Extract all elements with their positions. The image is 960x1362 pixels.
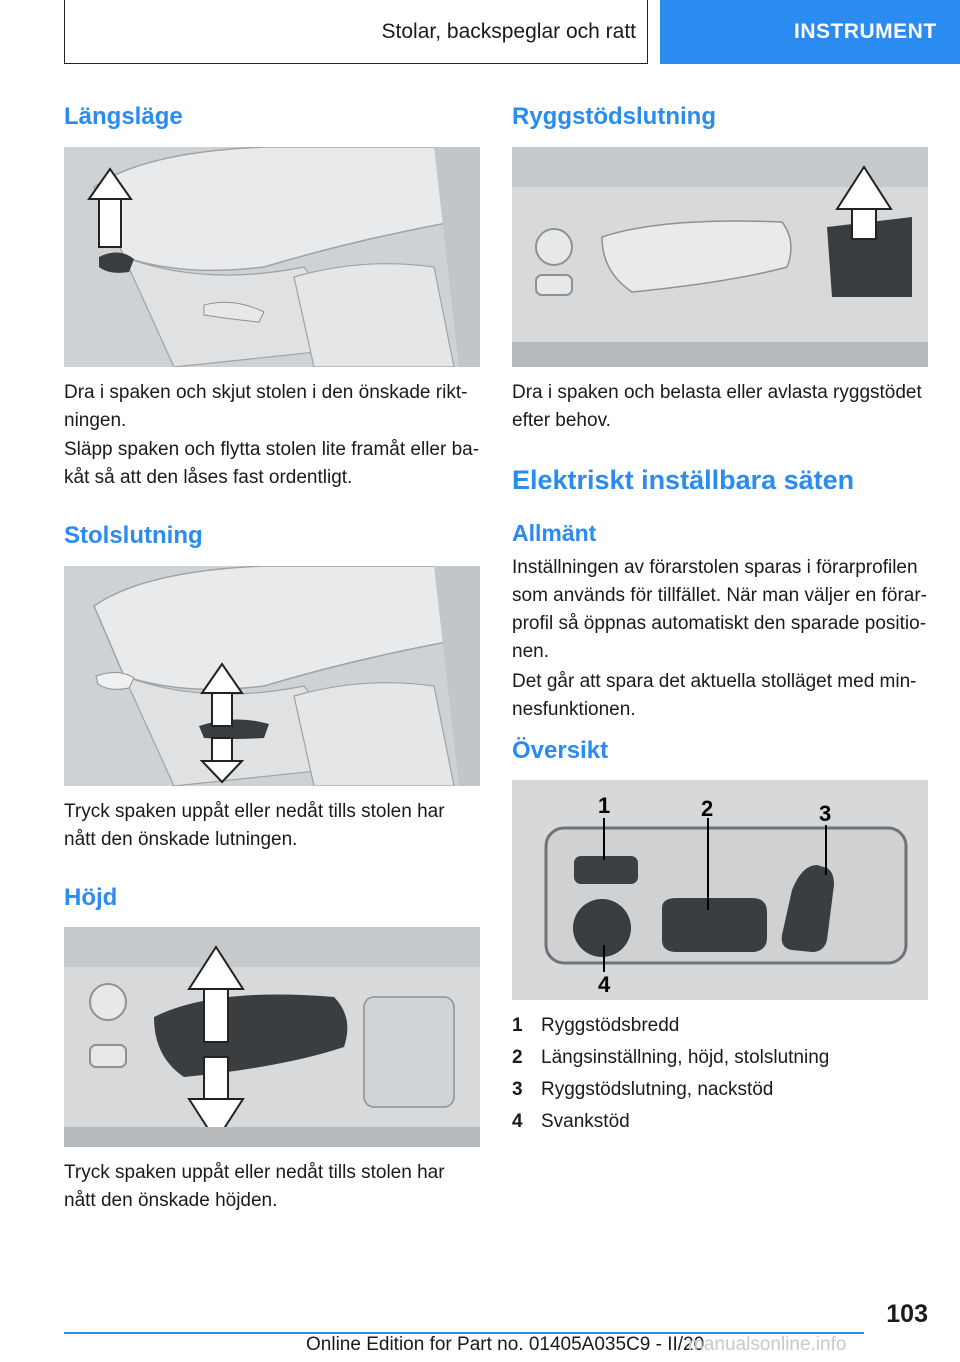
allmant-para2-line2: nesfunktionen.	[512, 699, 636, 720]
figure-ryggstodslutning	[512, 147, 928, 367]
allmant-para2	[512, 668, 937, 724]
list-item-label: Ryggstödsbredd	[541, 1015, 680, 1036]
watermark: manualsonline.info	[688, 1334, 847, 1355]
heading-allmant: Allmänt	[512, 520, 597, 546]
heading-langslage: Längsläge	[64, 103, 183, 130]
langslage-para1-line1: Dra i spaken och skjut stolen i den önskade rikt-	[64, 382, 468, 403]
figure-hojd	[64, 927, 480, 1147]
hojd-para	[64, 1159, 484, 1215]
list-item-label: Längsinställning, höjd, stolslutning	[541, 1047, 830, 1068]
list-item-number: 4	[512, 1111, 523, 1132]
hojd-para-line2: nått den önskade höjden.	[64, 1190, 278, 1211]
oversikt-list	[512, 1010, 928, 1138]
langslage-para2-line2: kåt så att den låses fast ordentligt.	[64, 467, 353, 488]
list-item-number: 2	[512, 1047, 523, 1068]
allmant-para1-line4: nen.	[512, 641, 549, 662]
ryggstodslutning-para-line2: efter behov.	[512, 410, 611, 431]
langslage-para2-line1: Släpp spaken och flytta stolen lite framåt eller ba-	[64, 439, 480, 460]
allmant-para1-line1: Inställningen av förarstolen sparas i förarprofilen	[512, 557, 918, 578]
list-item	[512, 1106, 928, 1138]
allmant-para1-line2: som används för tillfället. När man väljer en förar-	[512, 585, 927, 606]
ryggstodslutning-para	[512, 379, 932, 435]
allmant-para1	[512, 554, 937, 666]
page-number: 103	[886, 1300, 928, 1328]
stolslutning-para-line1: Tryck spaken uppåt eller nedåt tills stolen har	[64, 801, 445, 822]
chapter-title: Stolar, backspeglar och ratt	[381, 20, 636, 43]
list-item-label: Ryggstödslutning, nackstöd	[541, 1079, 774, 1100]
list-item	[512, 1074, 928, 1106]
list-item-number: 1	[512, 1015, 523, 1036]
heading-elektriskt: Elektriskt inställbara säten	[512, 465, 855, 495]
allmant-para1-line3: profil så öppnas automatiskt den sparade positio-	[512, 613, 927, 634]
list-item	[512, 1010, 928, 1042]
stolslutning-para	[64, 798, 484, 854]
callout-1: 1	[598, 793, 611, 818]
heading-hojd: Höjd	[64, 884, 118, 911]
stolslutning-para-line2: nått den önskade lutningen.	[64, 829, 298, 850]
figure-oversikt	[512, 780, 928, 1000]
langslage-para1	[64, 379, 484, 435]
list-item-label: Svankstöd	[541, 1111, 630, 1132]
edition-text: Online Edition for Part no. 01405A035C9 - II/20	[306, 1334, 705, 1355]
ryggstodslutning-para-line1: Dra i spaken och belasta eller avlasta ryggstödet	[512, 382, 922, 403]
heading-oversikt: Översikt	[512, 737, 609, 764]
allmant-para2-line1: Det går att spara det aktuella stolläget med min-	[512, 671, 917, 692]
callout-2: 2	[701, 796, 714, 821]
hojd-para-line1: Tryck spaken uppåt eller nedåt tills stolen har	[64, 1162, 445, 1183]
figure-langslage	[64, 147, 480, 367]
figure-stolslutning	[64, 566, 480, 786]
callout-3: 3	[819, 801, 832, 826]
callout-4: 4	[598, 972, 611, 997]
section-tab: INSTRUMENT	[660, 0, 960, 64]
list-item-number: 3	[512, 1079, 523, 1100]
heading-ryggstodslutning: Ryggstödslutning	[512, 103, 716, 130]
langslage-para1-line2: ningen.	[64, 410, 127, 431]
langslage-para2	[64, 436, 484, 492]
heading-stolslutning: Stolslutning	[64, 522, 203, 549]
list-item	[512, 1042, 928, 1074]
